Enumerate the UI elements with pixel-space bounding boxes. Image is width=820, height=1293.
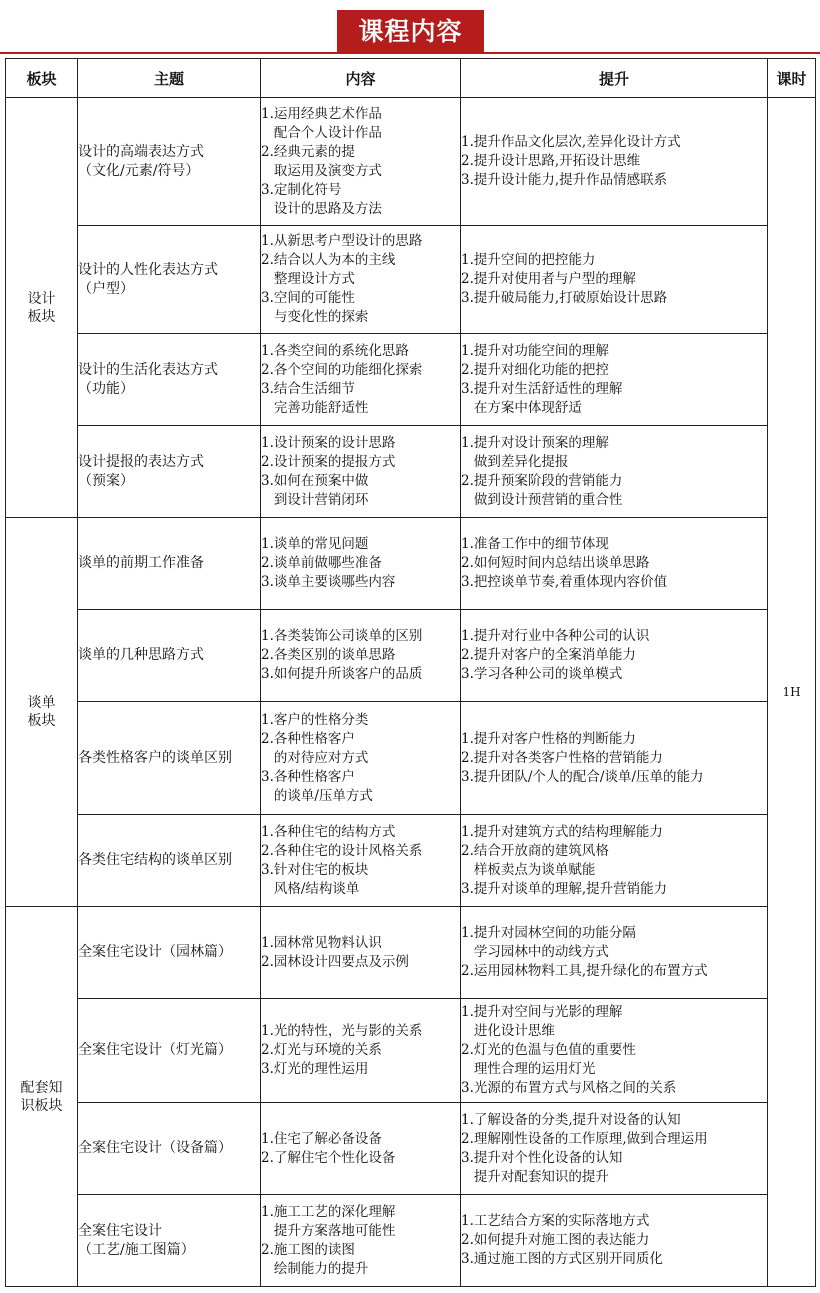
improve-line: 3.把控谈单节奏,着重体现内容价值 [461, 574, 668, 590]
content-cell [261, 518, 461, 610]
improve-line: 做到差异化提报 [461, 453, 569, 470]
theme-line: 全案住宅设计（灯光篇） [78, 1042, 232, 1058]
improve-line: 3.提升对生活舒适性的理解 [461, 380, 623, 397]
improve-cell [461, 334, 768, 426]
improve-line: 3.提升对个性化设备的认知 [461, 1149, 623, 1166]
content-line: 1.施工工艺的深化理解 [261, 1203, 396, 1220]
theme-cell [78, 907, 261, 999]
theme-line: 谈单的前期工作准备 [78, 555, 204, 571]
content-line: 3.针对住宅的板块 [261, 861, 369, 878]
header-theme: 主题 [78, 59, 261, 98]
improve-line: 2.提升预案阶段的营销能力 [461, 472, 623, 489]
theme-cell [78, 334, 261, 426]
theme-line: 各类住宅结构的谈单区别 [78, 852, 232, 868]
theme-line: 设计的高端表达方式 [78, 143, 204, 160]
content-line: 3.各种性格客户 [261, 768, 355, 785]
table-row [6, 226, 816, 334]
table-row [6, 815, 816, 907]
theme-line: （文化/元素/符号） [78, 162, 200, 179]
section-name-line: 配套知 [20, 1079, 63, 1096]
improve-line: 1.提升对行业中各种公司的认识 [461, 628, 650, 644]
content-line: 1.设计预案的设计思路 [261, 434, 396, 451]
improve-line: 2.提升设计思路,开拓设计思维 [461, 153, 641, 169]
theme-line: 全案住宅设计（设备篇） [78, 1140, 232, 1156]
table-body [6, 98, 816, 1287]
content-line: 2.园林设计四要点及示例 [261, 953, 409, 970]
improve-line: 2.结合开放商的建筑风格 [461, 842, 609, 859]
table-row [6, 334, 816, 426]
improve-cell [461, 999, 768, 1103]
content-cell [261, 426, 461, 518]
content-line: 的谈单/压单方式 [261, 787, 373, 804]
improve-line: 3.提升设计能力,提升作品情感联系 [461, 172, 668, 188]
section-cell [6, 518, 78, 907]
table-row [6, 1103, 816, 1195]
content-line: 设计的思路及方法 [261, 200, 382, 217]
improve-line: 2.提升对客户的全案消单能力 [461, 647, 636, 663]
table-row [6, 1195, 816, 1287]
improve-line: 3.提升破局能力,打破原始设计思路 [461, 290, 668, 306]
section-cell [6, 98, 78, 518]
content-cell [261, 815, 461, 907]
content-line: 2.灯光与环境的关系 [261, 1042, 382, 1058]
theme-cell [78, 1195, 261, 1287]
improve-line: 1.了解设备的分类,提升对设备的认知 [461, 1111, 681, 1128]
improve-cell [461, 1103, 768, 1195]
improve-cell [461, 518, 768, 610]
improve-cell [461, 610, 768, 702]
improve-line: 1.提升对建筑方式的结构理解能力 [461, 823, 663, 840]
content-line: 1.光的特性，光与影的关系 [261, 1023, 423, 1039]
section-name-line: 板块 [27, 713, 56, 729]
content-line: 1.运用经典艺术作品 [261, 105, 382, 122]
content-line: 2.经典元素的提 [261, 143, 355, 160]
improve-line: 2.运用园林物料工具,提升绿化的布置方式 [461, 963, 708, 979]
theme-cell [78, 426, 261, 518]
improve-line: 1.准备工作中的细节体现 [461, 536, 609, 552]
hours-cell: 1H [768, 98, 816, 1287]
content-line: 2.结合以人为本的主线 [261, 252, 396, 268]
header-content: 内容 [261, 59, 461, 98]
content-line: 配合个人设计作品 [261, 124, 382, 141]
improve-cell [461, 907, 768, 999]
content-cell [261, 610, 461, 702]
improve-line: 3.光源的布置方式与风格之间的关系 [461, 1080, 677, 1096]
section-name-line: 谈单 [27, 695, 56, 711]
theme-cell [78, 518, 261, 610]
course-table [5, 58, 816, 1287]
improve-line: 2.提升对各类客户性格的营销能力 [461, 749, 663, 766]
content-line: 1.客户的性格分类 [261, 711, 369, 728]
improve-line: 1.工艺结合方案的实际落地方式 [461, 1213, 650, 1229]
theme-line: （工艺/施工图篇） [78, 1241, 195, 1258]
content-line: 整理设计方式 [261, 271, 355, 287]
section-name-line: 设计 [27, 290, 56, 307]
improve-cell [461, 426, 768, 518]
improve-line: 2.提升对使用者与户型的理解 [461, 271, 636, 287]
theme-line: 设计的生活化表达方式 [78, 361, 218, 378]
theme-line: 全案住宅设计（园林篇） [78, 944, 232, 960]
header-section: 板块 [6, 59, 78, 98]
theme-cell [78, 999, 261, 1103]
table-row [6, 907, 816, 999]
content-line: 完善功能舒适性 [261, 399, 369, 416]
improve-line: 在方案中体现舒适 [461, 399, 582, 416]
section-cell [6, 907, 78, 1287]
content-line: 3.如何提升所谈客户的品质 [261, 666, 423, 682]
improve-line: 1.提升对功能空间的理解 [461, 342, 609, 359]
improve-line: 3.学习各种公司的谈单模式 [461, 666, 623, 682]
theme-line: 设计的人性化表达方式 [78, 261, 218, 278]
content-cell [261, 999, 461, 1103]
table-row [6, 702, 816, 815]
theme-line: （功能） [78, 380, 134, 397]
theme-cell [78, 610, 261, 702]
improve-cell [461, 815, 768, 907]
section-name-line: 板块 [27, 308, 56, 325]
table-row [6, 518, 816, 610]
improve-line: 做到设计预营销的重合性 [461, 491, 623, 508]
theme-line: 全案住宅设计 [78, 1222, 162, 1239]
table-row [6, 426, 816, 518]
table-header-row [6, 59, 816, 98]
content-line: 提升方案落地可能性 [261, 1222, 396, 1239]
improve-cell [461, 702, 768, 815]
improve-line: 进化设计思维 [461, 1023, 555, 1039]
content-line: 2.各个空间的功能细化探索 [261, 361, 423, 378]
content-line: 3.定制化符号 [261, 181, 342, 198]
section-name-line: 识板块 [20, 1097, 63, 1114]
improve-line: 2.理解刚性设备的工作原理,做到合理运用 [461, 1130, 708, 1147]
content-line: 1.各种住宅的结构方式 [261, 823, 396, 840]
improve-line: 1.提升空间的把控能力 [461, 252, 596, 268]
improve-line: 1.提升对空间与光影的理解 [461, 1004, 623, 1020]
content-line: 2.各类区别的谈单思路 [261, 647, 396, 663]
improve-line: 提升对配套知识的提升 [461, 1168, 609, 1185]
content-cell [261, 1195, 461, 1287]
content-line: 3.灯光的理性运用 [261, 1061, 369, 1077]
content-cell [261, 98, 461, 226]
content-line: 取运用及演变方式 [261, 162, 382, 179]
content-line: 绘制能力的提升 [261, 1260, 369, 1277]
improve-cell [461, 98, 768, 226]
theme-cell [78, 98, 261, 226]
improve-line: 2.灯光的色温与色值的重要性 [461, 1042, 636, 1058]
improve-cell [461, 1195, 768, 1287]
table-row [6, 610, 816, 702]
content-line: 2.施工图的读图 [261, 1241, 355, 1258]
theme-line: 设计提报的表达方式 [78, 453, 204, 470]
content-line: 1.从新思考户型设计的思路 [261, 233, 423, 249]
improve-line: 1.提升对园林空间的功能分隔 [461, 925, 636, 941]
content-line: 2.各种住宅的设计风格关系 [261, 842, 423, 859]
table-row [6, 999, 816, 1103]
content-line: 1.住宅了解必备设备 [261, 1130, 382, 1147]
header-improve: 提升 [461, 59, 768, 98]
theme-line: 谈单的几种思路方式 [78, 647, 204, 663]
content-line: 3.谈单主要谈哪些内容 [261, 574, 396, 590]
content-line: 3.结合生活细节 [261, 380, 355, 397]
theme-line: （预案） [78, 472, 134, 489]
improve-line: 1.提升对设计预案的理解 [461, 434, 609, 451]
improve-line: 1.提升作品文化层次,差异化设计方式 [461, 134, 681, 150]
improve-line: 3.通过施工图的方式区别开同质化 [461, 1251, 663, 1267]
improve-line: 1.提升对客户性格的判断能力 [461, 730, 636, 747]
content-line: 1.园林常见物料认识 [261, 934, 382, 951]
improve-line: 理性合理的运用灯光 [461, 1061, 596, 1077]
improve-line: 学习园林中的动线方式 [461, 944, 609, 960]
improve-line: 2.提升对细化功能的把控 [461, 361, 609, 378]
table-row [6, 98, 816, 226]
content-line: 的对待应对方式 [261, 749, 369, 766]
theme-cell [78, 702, 261, 815]
content-line: 3.如何在预案中做 [261, 472, 369, 489]
content-line: 到设计营销闭环 [261, 491, 369, 508]
theme-line: （户型） [78, 280, 134, 297]
content-line: 与变化性的探索 [261, 309, 369, 325]
page-title: 课程内容 [337, 10, 484, 54]
improve-line: 样板卖点为谈单赋能 [461, 861, 596, 878]
content-line: 1.谈单的常见问题 [261, 536, 369, 552]
improve-line: 3.提升团队/个人的配合/谈单/压单的能力 [461, 768, 704, 785]
content-line: 风格/结构谈单 [261, 880, 360, 897]
theme-cell [78, 815, 261, 907]
content-line: 2.了解住宅个性化设备 [261, 1149, 396, 1166]
content-cell [261, 334, 461, 426]
improve-line: 3.提升对谈单的理解,提升营销能力 [461, 880, 668, 897]
theme-cell [78, 1103, 261, 1195]
content-line: 1.各类装饰公司谈单的区别 [261, 628, 423, 644]
content-cell [261, 226, 461, 334]
content-cell [261, 702, 461, 815]
theme-line: 各类性格客户的谈单区别 [78, 749, 232, 766]
improve-line: 2.如何短时间内总结出谈单思路 [461, 555, 650, 571]
content-cell [261, 1103, 461, 1195]
improve-cell [461, 226, 768, 334]
content-line: 3.空间的可能性 [261, 290, 355, 306]
content-line: 1.各类空间的系统化思路 [261, 342, 409, 359]
content-cell [261, 907, 461, 999]
theme-cell [78, 226, 261, 334]
content-line: 2.各种性格客户 [261, 730, 355, 747]
improve-line: 2.如何提升对施工图的表达能力 [461, 1232, 650, 1248]
content-line: 2.设计预案的提报方式 [261, 453, 396, 470]
content-line: 2.谈单前做哪些准备 [261, 555, 382, 571]
header-hours: 课时 [768, 59, 816, 98]
